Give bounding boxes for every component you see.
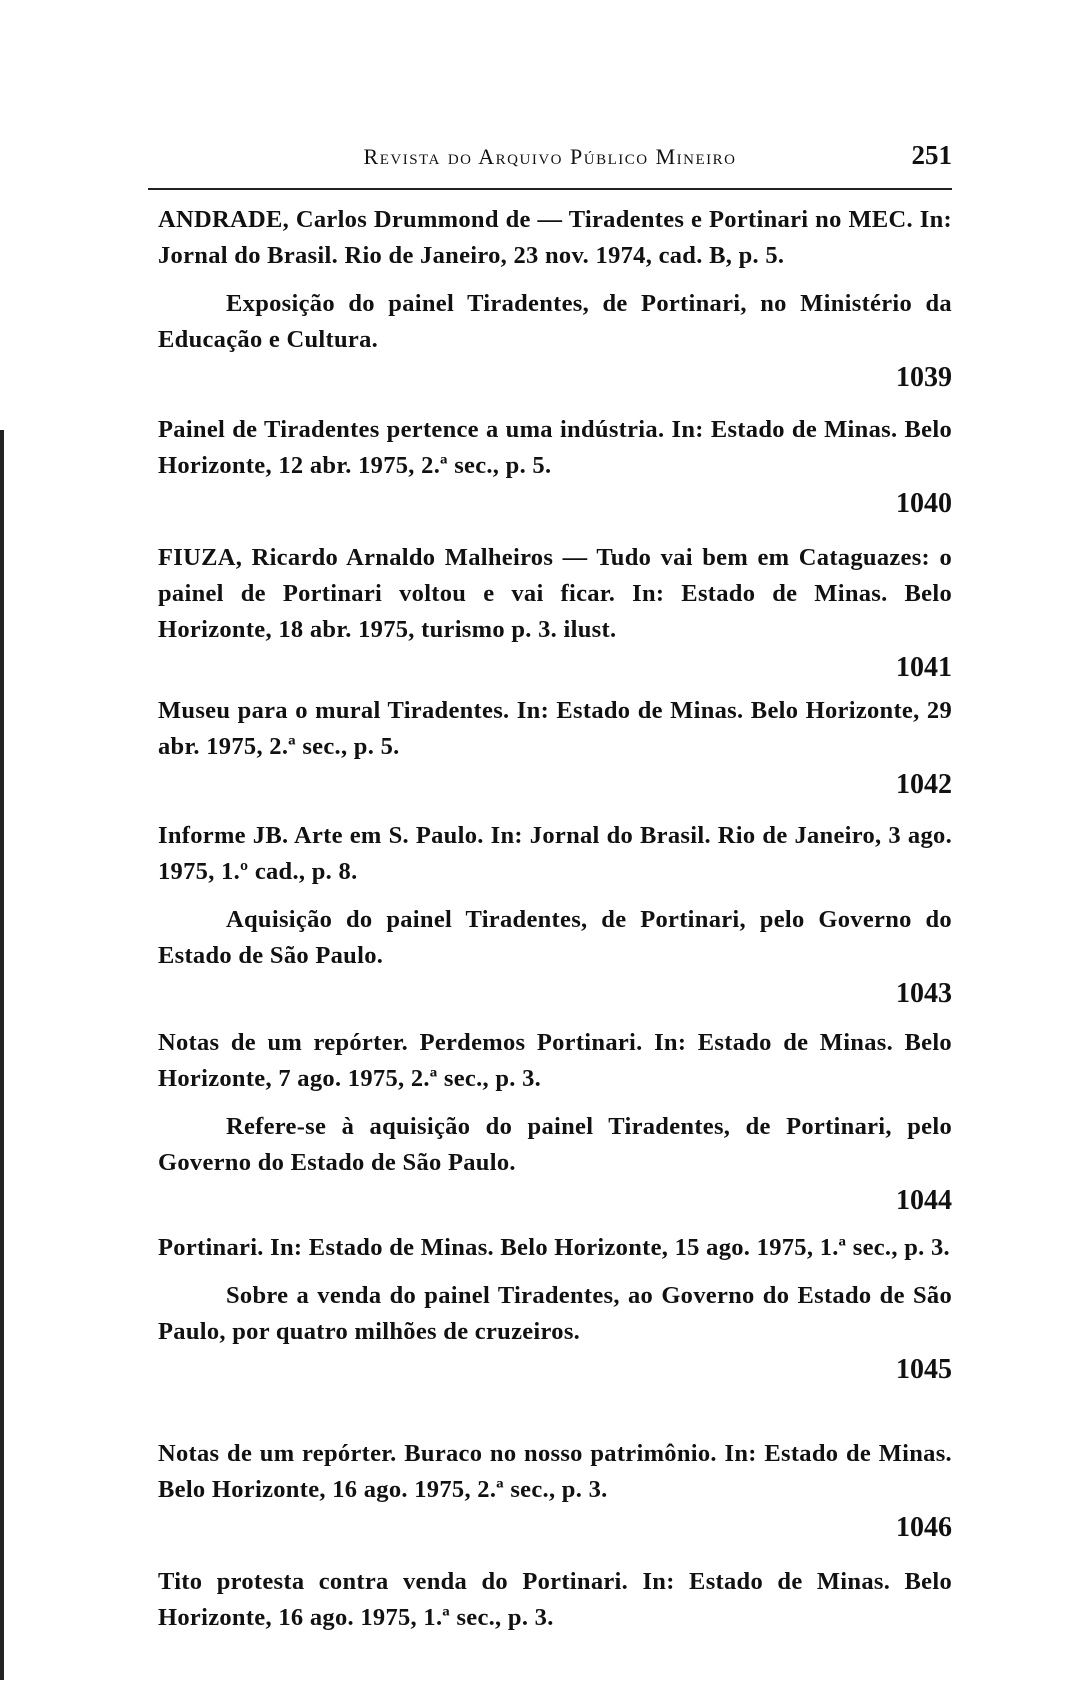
entry-annotation: Refere-se à aquisição do painel Tiradentes, de Portinari, pelo Governo do Estado de São Paulo. [158, 1113, 952, 1176]
bibliography-entry-1042 [158, 693, 952, 803]
page-number: 251 [911, 140, 952, 170]
entry-citation: FIUZA, Ricardo Arnaldo Malheiros — Tudo vai bem em Cataguazes: o painel de Portinari voltou e vai ficar. In: Estado de Minas. Belo Horizonte, 18 abr. 1975, turismo p. 3. ilust. [158, 544, 952, 643]
bibliography-entry-1046 [158, 1436, 952, 1546]
entry-number: 1042 [896, 769, 952, 800]
bibliography-entry-1040 [158, 412, 952, 522]
entry-number: 1045 [896, 1354, 952, 1385]
entry-citation: Notas de um repórter. Perdemos Portinari. In: Estado de Minas. Belo Horizonte, 7 ago. 1975, 2.ª sec., p. 3. [158, 1029, 952, 1092]
running-header [148, 138, 952, 190]
entry-number: 1046 [896, 1512, 952, 1543]
entry-citation: Tito protesta contra venda do Portinari. In: Estado de Minas. Belo Horizonte, 16 ago. 1975, 1.ª sec., p. 3. [158, 1568, 952, 1631]
entry-number: 1039 [896, 362, 952, 393]
entry-citation: ANDRADE, Carlos Drummond de — Tiradentes e Portinari no MEC. In: Jornal do Brasil. Rio de Janeiro, 23 nov. 1974, cad. B, p. 5. [158, 206, 952, 269]
entry-number: 1043 [896, 978, 952, 1009]
entry-annotation: Aquisição do painel Tiradentes, de Portinari, pelo Governo do Estado de São Paulo. [158, 906, 952, 969]
entry-number: 1040 [896, 488, 952, 519]
entry-citation: Museu para o mural Tiradentes. In: Estado de Minas. Belo Horizonte, 29 abr. 1975, 2.ª sec., p. 5. [158, 697, 952, 760]
bibliography-entry-final [158, 1564, 952, 1636]
entry-annotation: Sobre a venda do painel Tiradentes, ao Governo do Estado de São Paulo, por quatro milhões de cruzeiros. [158, 1282, 952, 1345]
entry-citation: Portinari. In: Estado de Minas. Belo Horizonte, 15 ago. 1975, 1.ª sec., p. 3. [158, 1234, 950, 1261]
entry-annotation: Exposição do painel Tiradentes, de Portinari, no Ministério da Educação e Cultura. [158, 290, 952, 353]
bibliography-entry-1045 [158, 1230, 952, 1388]
entry-number: 1044 [896, 1185, 952, 1216]
entry-citation: Painel de Tiradentes pertence a uma indústria. In: Estado de Minas. Belo Horizonte, 12 abr. 1975, 2.ª sec., p. 5. [158, 416, 952, 479]
bibliography-entry-1043 [158, 818, 952, 1012]
entry-citation: Notas de um repórter. Buraco no nosso patrimônio. In: Estado de Minas. Belo Horizonte, 16 ago. 1975, 2.ª sec., p. 3. [158, 1440, 952, 1503]
entry-number: 1041 [896, 652, 952, 683]
bibliography-entry-1041 [158, 540, 952, 686]
page-scan-edge [0, 430, 4, 1680]
journal-title: Revista do Arquivo Público Mineiro [363, 144, 737, 169]
bibliography-entry-1044 [158, 1025, 952, 1219]
bibliography-entry-1039 [158, 202, 952, 396]
entry-citation: Informe JB. Arte em S. Paulo. In: Jornal do Brasil. Rio de Janeiro, 3 ago. 1975, 1.º cad., p. 8. [158, 822, 952, 885]
